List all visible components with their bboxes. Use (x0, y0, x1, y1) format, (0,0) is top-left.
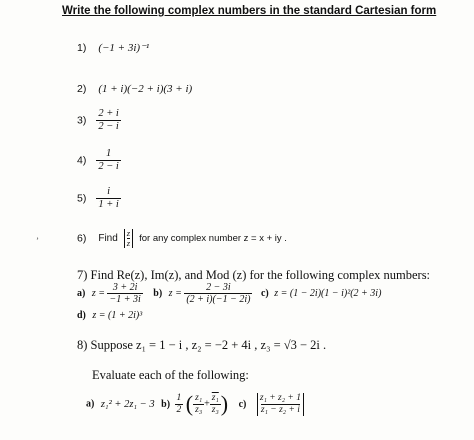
q8-b-close-paren: ) (220, 391, 229, 416)
item-6-rest: for any complex number z = x + iy . (139, 233, 287, 244)
q7-b-label: b) (153, 288, 163, 299)
item-2 (77, 79, 192, 97)
q8-c-label: c) (238, 398, 247, 410)
item-4-numerator: 1 (105, 148, 112, 159)
item-2-expression: (1 + i)(−2 + i)(3 + i) (98, 83, 193, 95)
q7-b-fraction (184, 282, 252, 305)
q7-b-denominator: (2 + i)(−1 − 2i) (186, 294, 251, 305)
q7-c-expression: z = (1 − 2i)(1 − i)²(2 + 3i) (274, 288, 382, 299)
q8-heading: 8) Suppose z₁ = 1 − i , z₂ = −2 + 4i , z₃ = √3 − 2i . (77, 338, 327, 352)
q8-b-plus: + (204, 398, 210, 410)
item-5-numerator: i (107, 186, 111, 197)
item-6-find: Find (98, 233, 118, 244)
q7-row-abc (77, 282, 381, 305)
q8-a-expression: z₁² + 2z₁ − 3 (100, 398, 155, 410)
q8-b-label: b) (161, 398, 171, 410)
q8-b-half (175, 393, 184, 416)
item-6-number: 6) (77, 232, 87, 245)
q8-b-half-numerator: 1 (176, 392, 182, 403)
q7-a-lhs: z = (91, 288, 105, 299)
q7-a-numerator: 3 + 2i (112, 282, 138, 293)
item-3-denominator: 2 − i (98, 121, 119, 132)
q8-b-half-denominator: 2 (176, 404, 182, 415)
q7-b-lhs: z = (168, 288, 182, 299)
q7-heading: 7) Find Re(z), Im(z), and Mod (z) for the following complex numbers: (77, 268, 431, 282)
q8-b-f1-numerator: z₁ (195, 392, 203, 403)
q8-b-f2-denominator: z₃ (211, 404, 219, 415)
worksheet-title: Write the following complex numbers in the standard Cartesian form (62, 5, 437, 17)
item-1-number: 1) (77, 42, 87, 54)
q7-d-label: d) (77, 310, 86, 321)
item-3-fraction (96, 108, 121, 133)
stray-mark: ’ (36, 236, 39, 246)
q7-row-d (77, 310, 142, 321)
item-6-bar-top: z (126, 228, 131, 238)
q8-b-f2-numerator: z₁ (211, 392, 219, 403)
item-6-bar-bottom: z (126, 238, 131, 248)
item-3 (77, 108, 121, 133)
q7-c-label: c) (260, 288, 269, 299)
item-4 (77, 148, 121, 173)
item-5 (77, 186, 121, 211)
item-5-fraction (96, 186, 121, 211)
q8-c-denominator: z₁ − z₂ + i (260, 404, 300, 415)
q8-c-numerator: z₁ + z₂ + 1 (259, 392, 301, 403)
q8-b-fraction-2 (210, 393, 221, 416)
item-3-numerator: 2 + i (98, 108, 119, 119)
q7-a-denominator: −1 + 3i (109, 294, 141, 305)
item-4-denominator: 2 − i (98, 161, 119, 172)
item-5-denominator: 1 + i (98, 199, 119, 210)
item-3-number: 3) (77, 114, 87, 127)
item-1-expression: (−1 + 3i)⁻¹ (98, 42, 150, 54)
item-5-number: 5) (77, 192, 87, 205)
q7-a-fraction (107, 282, 142, 305)
item-4-number: 4) (77, 154, 87, 167)
q7-a-label: a) (77, 288, 86, 299)
q8-evaluate: Evaluate each of the following: (92, 368, 249, 382)
item-4-fraction (96, 148, 121, 173)
q8-b-open-paren: ( (185, 391, 194, 416)
q8-b-fraction-1 (193, 393, 204, 416)
item-6-abs-fraction (124, 229, 133, 248)
q8-c-abs-fraction (257, 393, 304, 416)
q7-d-expression: z = (1 + 2i)³ (92, 310, 143, 321)
item-6 (77, 229, 287, 248)
q8-b-f1-denominator: z₃ (195, 404, 203, 415)
q8-row-abc (86, 391, 304, 417)
q8-a-label: a) (86, 398, 95, 410)
q7-b-numerator: 2 − 3i (206, 282, 231, 293)
item-2-number: 2) (77, 83, 87, 95)
item-1 (77, 38, 149, 56)
